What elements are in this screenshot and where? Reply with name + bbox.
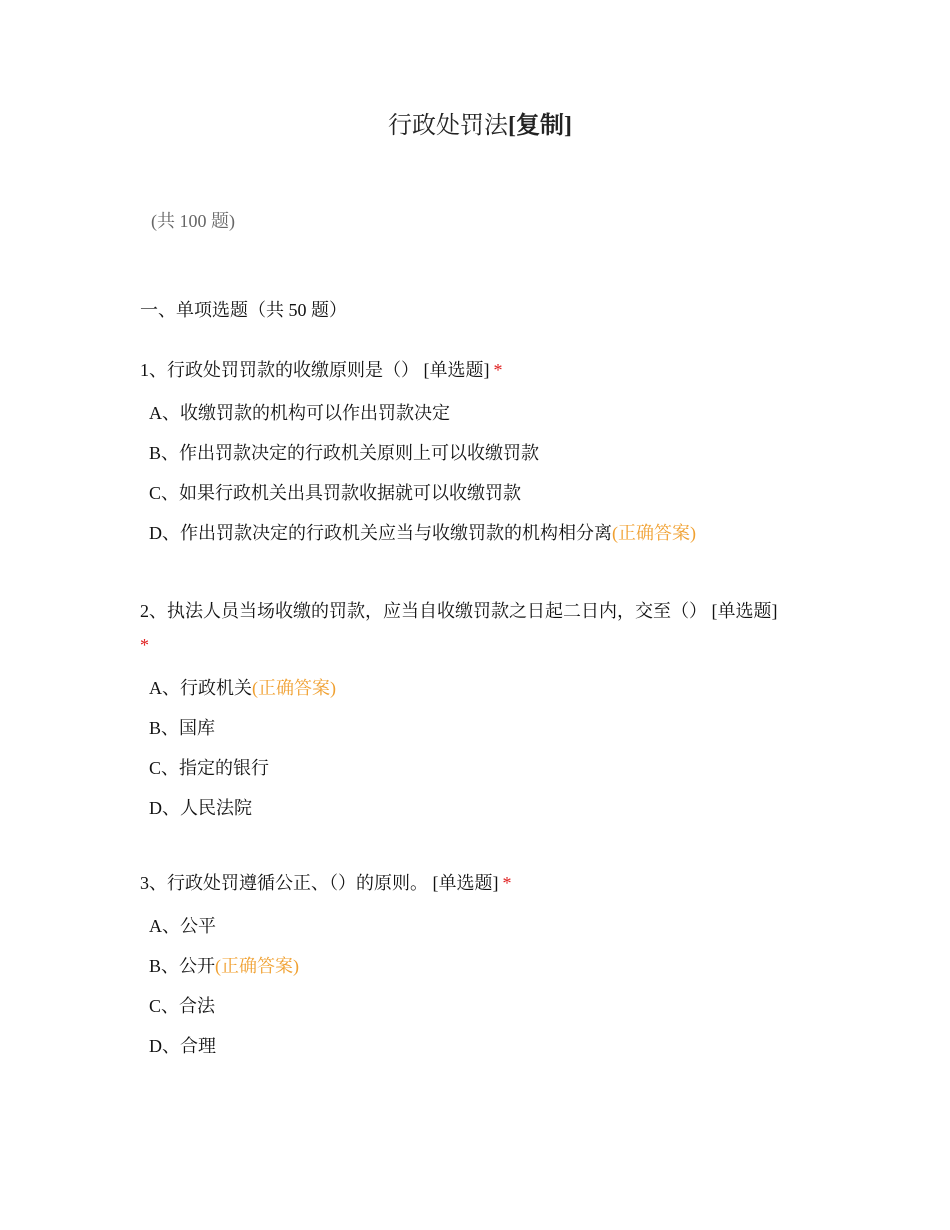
option-label: C、合法	[149, 996, 216, 1016]
option-c[interactable]	[149, 986, 810, 1026]
option-a[interactable]	[149, 393, 810, 433]
option-label: A、收缴罚款的机构可以作出罚款决定	[149, 403, 450, 423]
option-list	[140, 906, 810, 1066]
option-label: C、如果行政机关出具罚款收据就可以收缴罚款	[149, 483, 522, 503]
correct-answer-tag: (正确答案)	[215, 956, 300, 976]
question-2	[140, 594, 810, 828]
question-1	[140, 353, 810, 553]
option-label: C、指定的银行	[149, 758, 270, 778]
required-mark: *	[502, 873, 512, 893]
option-a[interactable]	[149, 668, 810, 708]
page-title	[0, 110, 950, 142]
option-label: D、人民法院	[149, 798, 252, 818]
option-d[interactable]	[149, 788, 810, 828]
option-b[interactable]	[149, 708, 810, 748]
option-c[interactable]	[149, 473, 810, 513]
question-stem	[140, 866, 810, 900]
question-text: 1、行政处罚罚款的收缴原则是（）	[140, 360, 424, 380]
option-d[interactable]	[149, 1026, 810, 1066]
option-list	[140, 393, 810, 553]
section-title: 一、单项选题（共 50 题）	[140, 300, 347, 320]
option-label: D、合理	[149, 1036, 216, 1056]
option-label: A、行政机关	[149, 678, 252, 698]
question-stem	[140, 594, 810, 662]
title-main: 行政处罚法	[388, 113, 508, 139]
option-label: B、国库	[149, 718, 216, 738]
correct-answer-tag: (正确答案)	[252, 678, 336, 698]
option-label: D、作出罚款决定的行政机关应当与收缴罚款的机构相分离	[149, 523, 612, 543]
title-suffix: [复制]	[508, 113, 572, 139]
question-text: 3、行政处罚遵循公正、（）的原则。	[140, 873, 433, 893]
option-b[interactable]	[149, 946, 810, 986]
question-type: [单选题]	[423, 360, 490, 380]
option-label: B、公开	[149, 956, 216, 976]
question-text: 2、执法人员当场收缴的罚款，应当自收缴罚款之日起二日内，交至（）	[140, 601, 712, 621]
option-c[interactable]	[149, 748, 810, 788]
required-mark: *	[493, 360, 503, 380]
option-label: B、作出罚款决定的行政机关原则上可以收缴罚款	[149, 443, 540, 463]
correct-answer-tag: (正确答案)	[612, 523, 696, 543]
question-count: (共 100 题)	[151, 211, 235, 231]
option-label: A、公平	[149, 916, 216, 936]
question-type: [单选题]	[711, 601, 778, 621]
option-d[interactable]	[149, 513, 810, 553]
option-a[interactable]	[149, 906, 810, 946]
option-list	[140, 668, 810, 828]
question-type: [单选题]	[432, 873, 499, 893]
question-3	[140, 866, 810, 1066]
required-mark: *	[140, 635, 149, 655]
option-b[interactable]	[149, 433, 810, 473]
question-stem	[140, 353, 810, 387]
